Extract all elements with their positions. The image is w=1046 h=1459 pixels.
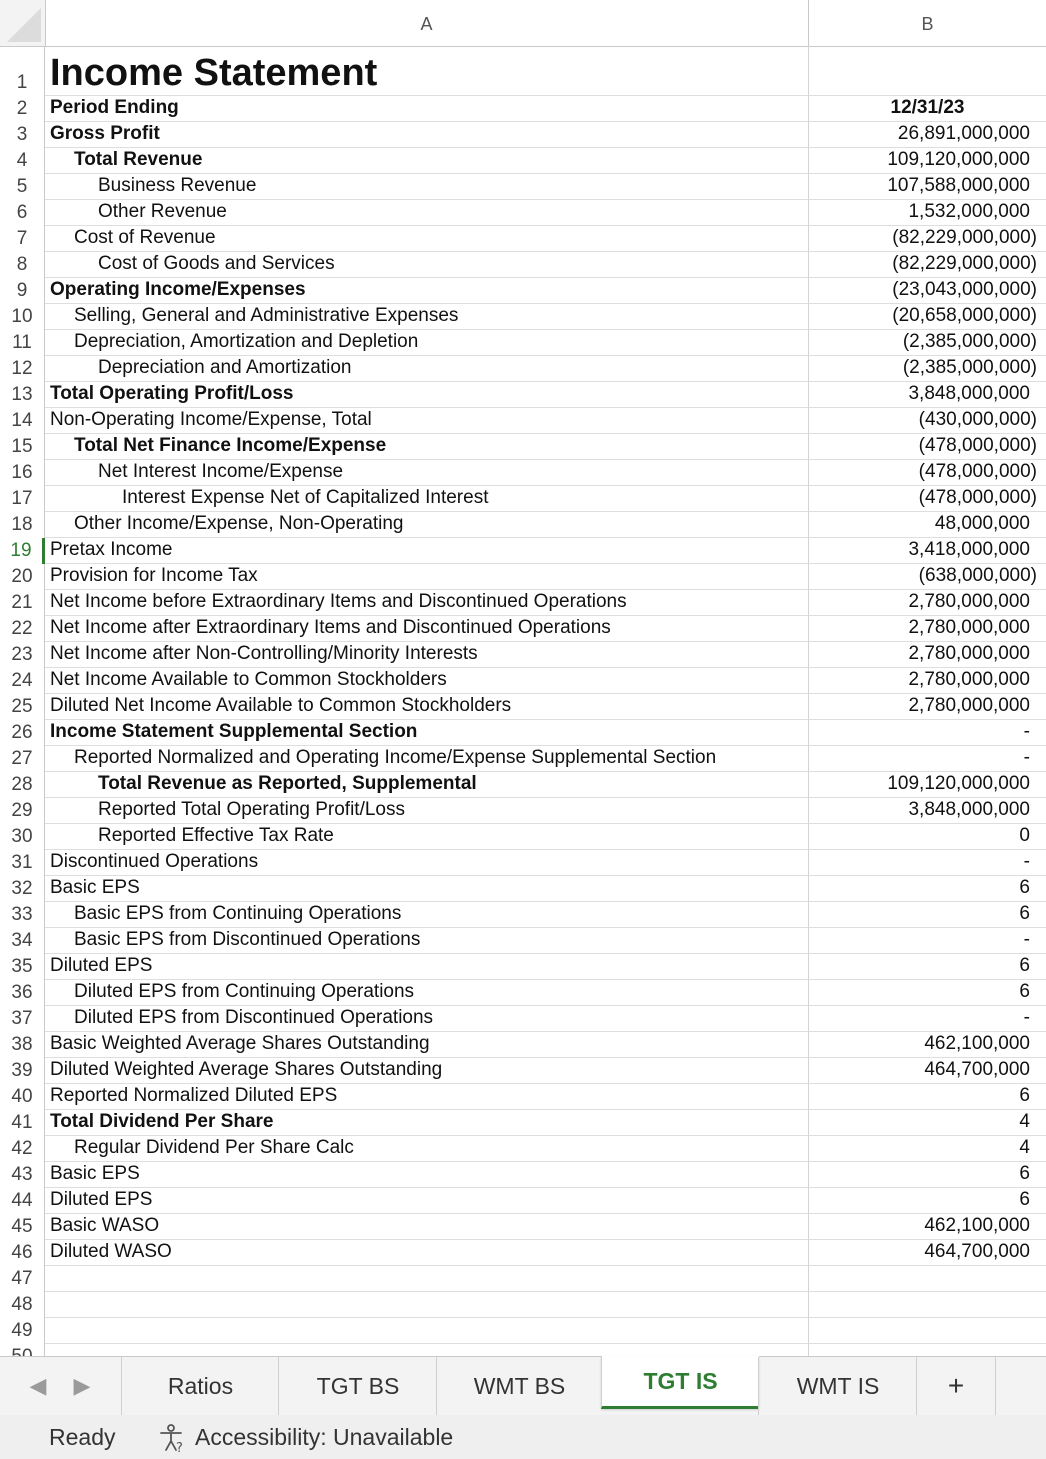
- label-cell[interactable]: Net Interest Income/Expense: [45, 460, 809, 486]
- accessibility-status[interactable]: Accessibility: Unavailable: [195, 1424, 454, 1450]
- row-header[interactable]: 46: [0, 1240, 45, 1266]
- table-row: [0, 590, 1046, 616]
- label-cell[interactable]: Business Revenue: [45, 174, 809, 200]
- column-header-b[interactable]: B: [921, 14, 934, 34]
- table-row: [0, 668, 1046, 694]
- row-header[interactable]: 44: [0, 1188, 45, 1214]
- row-header[interactable]: 47: [0, 1266, 45, 1292]
- table-row: [0, 616, 1046, 642]
- table-row: [0, 694, 1046, 720]
- table-row: [0, 434, 1046, 460]
- table-row: [0, 1292, 1046, 1318]
- value-cell[interactable]: (23,043,000,000): [809, 278, 1046, 304]
- column-header-a[interactable]: A: [45, 0, 809, 46]
- table-row: [0, 928, 1046, 954]
- label-cell[interactable]: Diluted Net Income Available to Common Stockholders: [45, 694, 809, 720]
- table-row: [0, 200, 1046, 226]
- accessibility-icon[interactable]: [157, 1423, 187, 1456]
- row-header[interactable]: 14: [0, 408, 45, 434]
- value-cell[interactable]: (20,658,000,000): [809, 304, 1046, 330]
- value-cell[interactable]: 6: [809, 876, 1046, 902]
- value-cell[interactable]: 12/31/23: [809, 96, 1046, 122]
- row-header[interactable]: 3: [0, 122, 45, 148]
- value-cell[interactable]: 3,848,000,000: [809, 382, 1046, 408]
- row-header[interactable]: 48: [0, 1292, 45, 1318]
- row-header[interactable]: 16: [0, 460, 45, 486]
- row-header[interactable]: 45: [0, 1214, 45, 1240]
- table-row: [0, 954, 1046, 980]
- label-cell[interactable]: Income Statement Supplemental Section: [45, 720, 809, 746]
- table-row: [0, 1058, 1046, 1084]
- value-cell[interactable]: -: [809, 928, 1046, 954]
- label-cell[interactable]: Discontinued Operations: [45, 850, 809, 876]
- row-header[interactable]: 49: [0, 1318, 45, 1344]
- value-cell[interactable]: -: [809, 746, 1046, 772]
- table-row: [0, 1162, 1046, 1188]
- value-cell[interactable]: 3,418,000,000: [809, 538, 1046, 564]
- table-row: [0, 252, 1046, 278]
- value-cell[interactable]: (430,000,000): [809, 408, 1046, 434]
- table-row: [0, 1006, 1046, 1032]
- add-sheet-button[interactable]: +: [916, 1357, 996, 1415]
- value-cell[interactable]: (478,000,000): [809, 434, 1046, 460]
- status-ready: Ready: [49, 1424, 116, 1450]
- row-header[interactable]: 37: [0, 1006, 45, 1032]
- table-row: [0, 1084, 1046, 1110]
- label-cell[interactable]: Gross Profit: [45, 122, 809, 148]
- table-row: [0, 278, 1046, 304]
- label-cell[interactable]: Provision for Income Tax: [45, 564, 809, 590]
- table-row: [0, 46, 1046, 96]
- value-cell[interactable]: (638,000,000): [809, 564, 1046, 590]
- select-all-corner[interactable]: [0, 0, 46, 46]
- row-header[interactable]: 20: [0, 564, 45, 590]
- label-cell[interactable]: Interest Expense Net of Capitalized Interest: [45, 486, 809, 512]
- table-row: [0, 330, 1046, 356]
- label-cell[interactable]: Net Income after Non-Controlling/Minority Interests: [45, 642, 809, 668]
- row-header[interactable]: 25: [0, 694, 45, 720]
- row-header[interactable]: 40: [0, 1084, 45, 1110]
- label-cell[interactable]: Reported Normalized and Operating Income/Expense Supplemental Section: [45, 746, 809, 772]
- row-header[interactable]: 23: [0, 642, 45, 668]
- table-row: [0, 772, 1046, 798]
- label-cell[interactable]: Depreciation, Amortization and Depletion: [45, 330, 809, 356]
- label-cell[interactable]: Other Income/Expense, Non-Operating: [45, 512, 809, 538]
- value-cell[interactable]: (478,000,000): [809, 486, 1046, 512]
- label-cell[interactable]: Total Revenue as Reported, Supplemental: [45, 772, 809, 798]
- sheet-tab-wmt-is[interactable]: WMT IS: [758, 1357, 917, 1415]
- table-row: [0, 226, 1046, 252]
- row-header[interactable]: 12: [0, 356, 45, 382]
- row-header[interactable]: 24: [0, 668, 45, 694]
- table-row: [0, 122, 1046, 148]
- table-row: [0, 1032, 1046, 1058]
- label-cell[interactable]: Net Income Available to Common Stockholders: [45, 668, 809, 694]
- value-cell[interactable]: (2,385,000,000): [809, 330, 1046, 356]
- row-header[interactable]: 13: [0, 382, 45, 408]
- value-cell[interactable]: -: [809, 720, 1046, 746]
- value-cell[interactable]: 462,100,000: [809, 1032, 1046, 1058]
- table-row: [0, 460, 1046, 486]
- table-row: [0, 1266, 1046, 1292]
- table-row: [0, 902, 1046, 928]
- label-cell[interactable]: Diluted EPS from Continuing Operations: [45, 980, 809, 1006]
- label-cell[interactable]: Basic Weighted Average Shares Outstanding: [45, 1032, 809, 1058]
- row-header[interactable]: 31: [0, 850, 45, 876]
- cell-b1[interactable]: [809, 46, 1046, 96]
- table-row: [0, 148, 1046, 174]
- row-header[interactable]: 33: [0, 902, 45, 928]
- row-header[interactable]: 32: [0, 876, 45, 902]
- row-header[interactable]: 26: [0, 720, 45, 746]
- label-cell[interactable]: Total Dividend Per Share: [45, 1110, 809, 1136]
- row-header[interactable]: 35: [0, 954, 45, 980]
- label-cell[interactable]: Operating Income/Expenses: [45, 278, 809, 304]
- label-cell[interactable]: [45, 1318, 809, 1344]
- label-cell[interactable]: [45, 1292, 809, 1318]
- value-cell[interactable]: 462,100,000: [809, 1214, 1046, 1240]
- value-cell[interactable]: 6: [809, 902, 1046, 928]
- label-cell[interactable]: Net Income after Extraordinary Items and Discontinued Operations: [45, 616, 809, 642]
- value-cell[interactable]: -: [809, 1006, 1046, 1032]
- value-cell[interactable]: 109,120,000,000: [809, 148, 1046, 174]
- label-cell[interactable]: Reported Effective Tax Rate: [45, 824, 809, 850]
- label-cell[interactable]: Selling, General and Administrative Expenses: [45, 304, 809, 330]
- value-cell[interactable]: -: [809, 850, 1046, 876]
- value-cell[interactable]: [809, 1318, 1046, 1344]
- prev-sheet-icon[interactable]: ◀: [29, 1373, 47, 1398]
- value-cell[interactable]: 1,532,000,000: [809, 200, 1046, 226]
- table-row: [0, 642, 1046, 668]
- value-cell[interactable]: 0: [809, 824, 1046, 850]
- value-cell[interactable]: 2,780,000,000: [809, 668, 1046, 694]
- table-row: [0, 174, 1046, 200]
- label-cell[interactable]: Basic EPS: [45, 876, 809, 902]
- value-cell[interactable]: 26,891,000,000: [809, 122, 1046, 148]
- sheet-tab-ratios[interactable]: Ratios: [121, 1357, 279, 1415]
- table-row: [0, 1136, 1046, 1162]
- value-cell[interactable]: 464,700,000: [809, 1240, 1046, 1266]
- table-row: [0, 1240, 1046, 1266]
- value-cell[interactable]: 6: [809, 1162, 1046, 1188]
- label-cell[interactable]: Reported Normalized Diluted EPS: [45, 1084, 809, 1110]
- value-cell[interactable]: 109,120,000,000: [809, 772, 1046, 798]
- label-cell[interactable]: Regular Dividend Per Share Calc: [45, 1136, 809, 1162]
- next-sheet-icon[interactable]: ▶: [73, 1373, 91, 1398]
- label-cell[interactable]: Total Revenue: [45, 148, 809, 174]
- label-cell[interactable]: Diluted EPS: [45, 954, 809, 980]
- table-row: [0, 1110, 1046, 1136]
- spreadsheet-grid: [0, 46, 1046, 1356]
- row-header[interactable]: 21: [0, 590, 45, 616]
- row-header[interactable]: 18: [0, 512, 45, 538]
- value-cell[interactable]: 107,588,000,000: [809, 174, 1046, 200]
- row-header[interactable]: 28: [0, 772, 45, 798]
- value-cell[interactable]: 6: [809, 980, 1046, 1006]
- status-bar: [0, 1415, 1046, 1459]
- table-row: [0, 538, 1046, 564]
- row-header[interactable]: 7: [0, 226, 45, 252]
- row-header[interactable]: 11: [0, 330, 45, 356]
- table-row: [0, 382, 1046, 408]
- sheet-title-cell[interactable]: Income Statement: [45, 46, 809, 96]
- label-cell[interactable]: Period Ending: [45, 96, 809, 122]
- label-cell[interactable]: Non-Operating Income/Expense, Total: [45, 408, 809, 434]
- row-header[interactable]: 30: [0, 824, 45, 850]
- label-cell[interactable]: Cost of Goods and Services: [45, 252, 809, 278]
- row-header[interactable]: 42: [0, 1136, 45, 1162]
- label-cell[interactable]: Basic WASO: [45, 1214, 809, 1240]
- label-cell[interactable]: Depreciation and Amortization: [45, 356, 809, 382]
- value-cell[interactable]: [809, 1292, 1046, 1318]
- table-row: [0, 408, 1046, 434]
- label-cell[interactable]: Basic EPS: [45, 1162, 809, 1188]
- value-cell[interactable]: [809, 1266, 1046, 1292]
- table-row: [0, 1188, 1046, 1214]
- value-cell[interactable]: 4: [809, 1110, 1046, 1136]
- label-cell[interactable]: Basic EPS from Discontinued Operations: [45, 928, 809, 954]
- row-header[interactable]: 41: [0, 1110, 45, 1136]
- sheet-tab-tgt-bs[interactable]: TGT BS: [278, 1357, 437, 1415]
- value-cell[interactable]: 4: [809, 1136, 1046, 1162]
- label-cell[interactable]: Reported Total Operating Profit/Loss: [45, 798, 809, 824]
- table-row: [0, 564, 1046, 590]
- row-header[interactable]: 17: [0, 486, 45, 512]
- row-header[interactable]: 19: [0, 538, 45, 564]
- row-header[interactable]: 9: [0, 278, 45, 304]
- row-header[interactable]: 34: [0, 928, 45, 954]
- table-row: [0, 798, 1046, 824]
- value-cell[interactable]: 2,780,000,000: [809, 590, 1046, 616]
- label-cell[interactable]: Pretax Income: [45, 538, 809, 564]
- table-row: [0, 824, 1046, 850]
- table-row: [0, 1318, 1046, 1344]
- label-cell[interactable]: Basic EPS from Continuing Operations: [45, 902, 809, 928]
- value-cell[interactable]: 2,780,000,000: [809, 616, 1046, 642]
- label-cell[interactable]: Total Net Finance Income/Expense: [45, 434, 809, 460]
- table-row: [0, 304, 1046, 330]
- value-cell[interactable]: (82,229,000,000): [809, 252, 1046, 278]
- row-header[interactable]: 36: [0, 980, 45, 1006]
- value-cell[interactable]: (478,000,000): [809, 460, 1046, 486]
- table-row: [0, 850, 1046, 876]
- svg-text:?: ?: [176, 1441, 183, 1456]
- table-row: [0, 720, 1046, 746]
- row-header[interactable]: 27: [0, 746, 45, 772]
- label-cell[interactable]: Diluted WASO: [45, 1240, 809, 1266]
- sheet-tab-bar: [0, 1356, 1046, 1416]
- table-row: [0, 486, 1046, 512]
- sheet-tab-wmt-bs[interactable]: WMT BS: [436, 1357, 602, 1415]
- column-header-bar: [0, 0, 1046, 47]
- value-cell[interactable]: 6: [809, 1084, 1046, 1110]
- label-cell[interactable]: Total Operating Profit/Loss: [45, 382, 809, 408]
- label-cell[interactable]: Diluted EPS: [45, 1188, 809, 1214]
- label-cell[interactable]: Diluted Weighted Average Shares Outstanding: [45, 1058, 809, 1084]
- table-row: [0, 876, 1046, 902]
- row-header[interactable]: 29: [0, 798, 45, 824]
- row-header[interactable]: 8: [0, 252, 45, 278]
- row-header[interactable]: 10: [0, 304, 45, 330]
- row-header[interactable]: 15: [0, 434, 45, 460]
- table-row: [0, 1214, 1046, 1240]
- row-header[interactable]: 5: [0, 174, 45, 200]
- row-header[interactable]: 38: [0, 1032, 45, 1058]
- value-cell[interactable]: 48,000,000: [809, 512, 1046, 538]
- row-header[interactable]: 1: [0, 46, 45, 96]
- table-row: [0, 746, 1046, 772]
- value-cell[interactable]: 2,780,000,000: [809, 642, 1046, 668]
- row-header[interactable]: 6: [0, 200, 45, 226]
- label-cell[interactable]: Net Income before Extraordinary Items and Discontinued Operations: [45, 590, 809, 616]
- value-cell[interactable]: 6: [809, 1188, 1046, 1214]
- table-row: [0, 96, 1046, 122]
- value-cell[interactable]: 464,700,000: [809, 1058, 1046, 1084]
- table-row: [0, 356, 1046, 382]
- row-header[interactable]: 22: [0, 616, 45, 642]
- table-row: [0, 512, 1046, 538]
- label-cell[interactable]: Other Revenue: [45, 200, 809, 226]
- value-cell[interactable]: 2,780,000,000: [809, 694, 1046, 720]
- value-cell[interactable]: (2,385,000,000): [809, 356, 1046, 382]
- label-cell[interactable]: Cost of Revenue: [45, 226, 809, 252]
- table-row: [0, 980, 1046, 1006]
- row-header[interactable]: 43: [0, 1162, 45, 1188]
- value-cell[interactable]: (82,229,000,000): [809, 226, 1046, 252]
- value-cell[interactable]: 6: [809, 954, 1046, 980]
- row-header[interactable]: 4: [0, 148, 45, 174]
- sheet-tab-tgt-is[interactable]: TGT IS: [601, 1356, 759, 1409]
- row-header[interactable]: 39: [0, 1058, 45, 1084]
- label-cell[interactable]: Diluted EPS from Discontinued Operations: [45, 1006, 809, 1032]
- row-header[interactable]: 2: [0, 96, 45, 122]
- label-cell[interactable]: [45, 1266, 809, 1292]
- value-cell[interactable]: 3,848,000,000: [809, 798, 1046, 824]
